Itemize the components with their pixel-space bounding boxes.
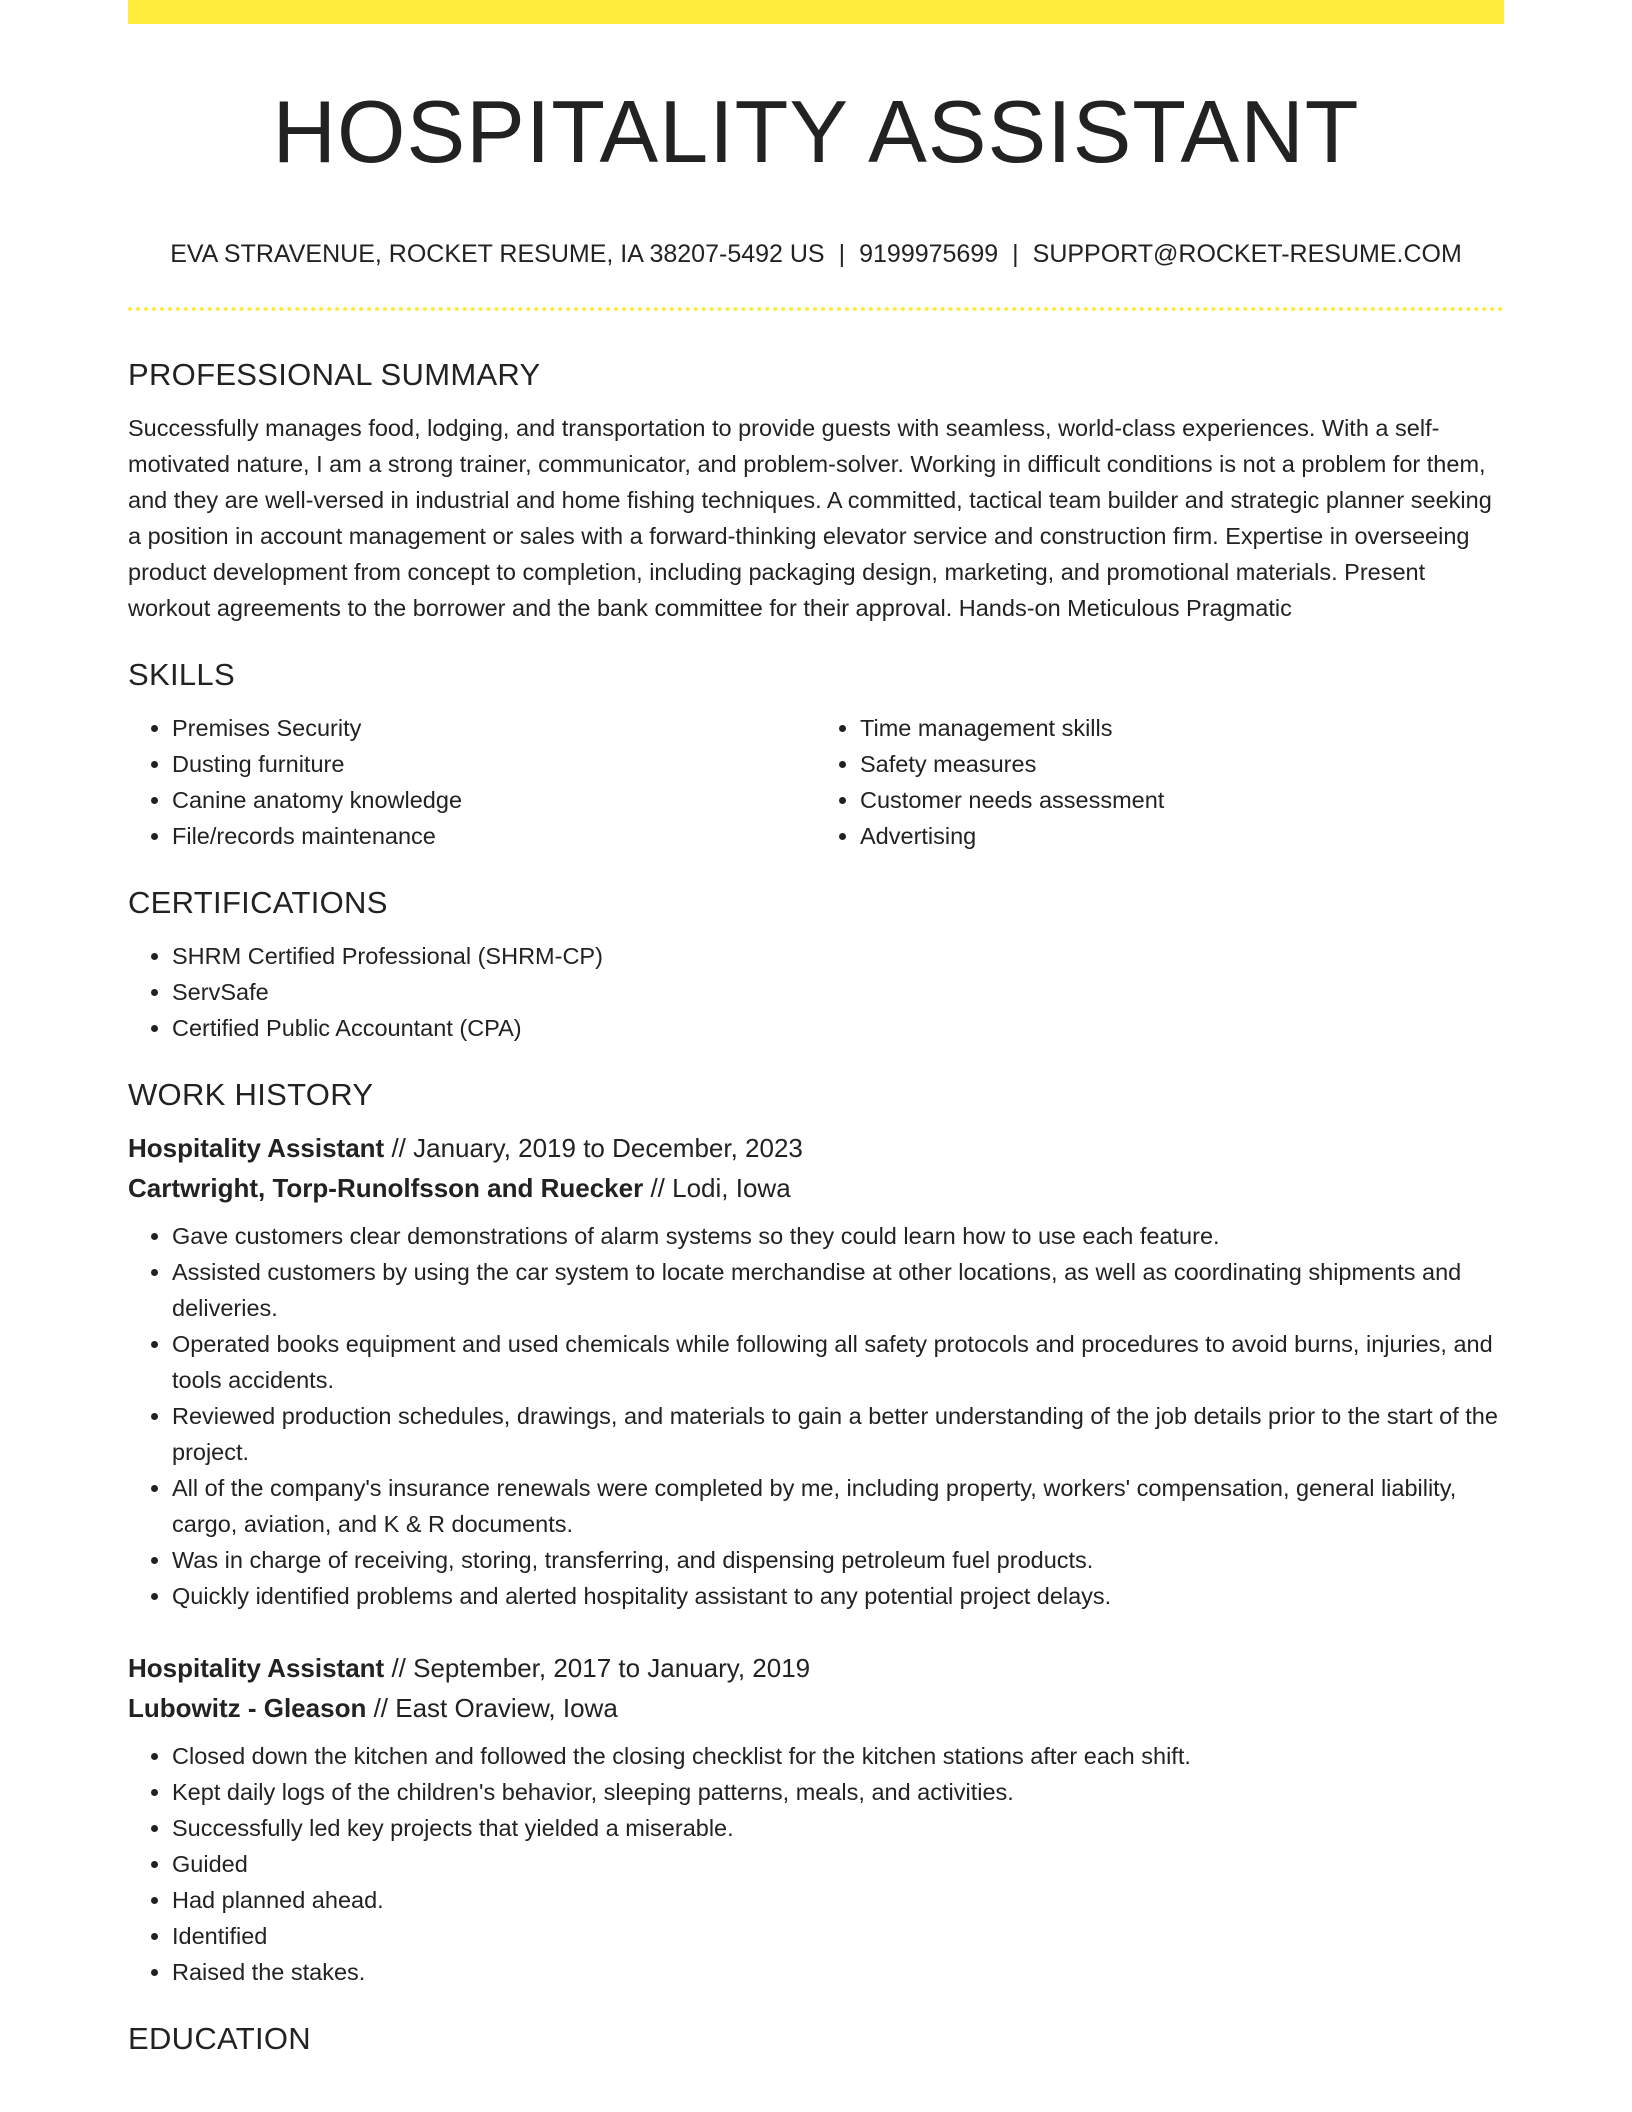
skills-columns (128, 710, 1504, 854)
job-dates: // January, 2019 to December, 2023 (391, 1133, 803, 1163)
contact-separator: | (838, 240, 846, 268)
job-company-line (128, 1168, 1504, 1208)
summary-section (128, 352, 1504, 626)
job-bullet: • Gave customers clear demonstrations of alarm systems so they could learn how to use each feature. (172, 1218, 1504, 1254)
skill-item: • Premises Security (172, 710, 816, 746)
resume-content (128, 352, 1504, 2062)
job-title-line (128, 1128, 1504, 1168)
section-heading-summary: PROFESSIONAL SUMMARY (128, 357, 541, 392)
certification-item: • Certified Public Accountant (CPA) (172, 1010, 1504, 1046)
section-heading-education: EDUCATION (128, 2021, 311, 2056)
job-entry (128, 1648, 1504, 1990)
education-section (128, 2016, 1504, 2062)
job-entry (128, 1128, 1504, 1614)
skill-item: • Dusting furniture (172, 746, 816, 782)
job-bullet: • Raised the stakes. (172, 1954, 1504, 1990)
job-bullet: • Identified (172, 1918, 1504, 1954)
certification-item: • SHRM Certified Professional (SHRM-CP) (172, 938, 1504, 974)
summary-text: Successfully manages food, lodging, and transportation to provide guests with seamless, world-class experiences. With a self-motivated nature, I am a strong trainer, communicator, and problem-solver. Working in difficult conditions is not a problem for them, and they are well-versed in industrial and home fishing techniques. A committed, tactical team builder and strategic planner seeking a position in account management or sales with a forward-thinking elevator service and construction firm. Expertise in overseeing product development from concept to completion, including packaging design, marketing, and promotional materials. Present workout agreements to the borrower and the bank committee for their approval. Hands-on Meticulous Pragmatic (128, 415, 1492, 621)
contact-phone: 9199975699 (859, 240, 999, 268)
skill-item: • Time management skills (860, 710, 1504, 746)
job-bullet: • Quickly identified problems and alerted hospitality assistant to any potential project delays. (172, 1578, 1504, 1614)
job-bullet: • All of the company's insurance renewals were completed by me, including property, workers' compensation, general liability, cargo, aviation, and K & R documents. (172, 1470, 1504, 1542)
skill-item: • Canine anatomy knowledge (172, 782, 816, 818)
job-bullets (128, 1738, 1504, 1990)
job-bullet: • Reviewed production schedules, drawings, and materials to gain a better understanding of the job details prior to the start of the project. (172, 1398, 1504, 1470)
section-heading-work-history: WORK HISTORY (128, 1077, 374, 1112)
job-dates: // September, 2017 to January, 2019 (391, 1653, 811, 1683)
job-bullet: • Assisted customers by using the car system to locate merchandise at other locations, as well as coordinating shipments and deliveries. (172, 1254, 1504, 1326)
skill-item: • Advertising (860, 818, 1504, 854)
job-bullet: • Had planned ahead. (172, 1882, 1504, 1918)
job-company: Lubowitz - Gleason (128, 1693, 367, 1723)
skill-item: • File/records maintenance (172, 818, 816, 854)
job-location: // Lodi, Iowa (650, 1173, 791, 1203)
job-bullet: • Kept daily logs of the children's behavior, sleeping patterns, meals, and activities. (172, 1774, 1504, 1810)
accent-bar (128, 0, 1504, 24)
contact-email: SUPPORT@ROCKET-RESUME.COM (1032, 240, 1462, 268)
work-history-section (128, 1072, 1504, 1990)
job-title: Hospitality Assistant (128, 1133, 385, 1163)
job-bullet: • Closed down the kitchen and followed the closing checklist for the kitchen stations after each shift. (172, 1738, 1504, 1774)
dotted-divider (128, 307, 1504, 311)
job-bullets (128, 1218, 1504, 1614)
job-bullet: • Successfully led key projects that yielded a miserable. (172, 1810, 1504, 1846)
certification-item: • ServSafe (172, 974, 1504, 1010)
section-heading-skills: SKILLS (128, 657, 235, 692)
job-bullet: • Was in charge of receiving, storing, transferring, and dispensing petroleum fuel products. (172, 1542, 1504, 1578)
certifications-list (128, 938, 1504, 1046)
skill-item: • Safety measures (860, 746, 1504, 782)
job-company-line (128, 1688, 1504, 1728)
skills-section (128, 652, 1504, 854)
skill-item: • Customer needs assessment (860, 782, 1504, 818)
page-title: HOSPITALITY ASSISTANT (272, 82, 1360, 181)
job-location: // East Oraview, Iowa (373, 1693, 618, 1723)
skills-list-right (816, 710, 1504, 854)
job-bullet: • Operated books equipment and used chemicals while following all safety protocols and procedures to avoid burns, injuries, and tools accidents. (172, 1326, 1504, 1398)
contact-address: EVA STRAVENUE, ROCKET RESUME, IA 38207-5492 US (170, 240, 825, 268)
contact-separator: | (1012, 240, 1019, 268)
certifications-section (128, 880, 1504, 1046)
job-title: Hospitality Assistant (128, 1653, 385, 1683)
skills-list-left (128, 710, 816, 854)
job-company: Cartwright, Torp-Runolfsson and Ruecker (128, 1173, 644, 1203)
section-heading-certifications: CERTIFICATIONS (128, 885, 388, 920)
job-bullet: • Guided (172, 1846, 1504, 1882)
contact-line (128, 234, 1504, 274)
job-title-line (128, 1648, 1504, 1688)
